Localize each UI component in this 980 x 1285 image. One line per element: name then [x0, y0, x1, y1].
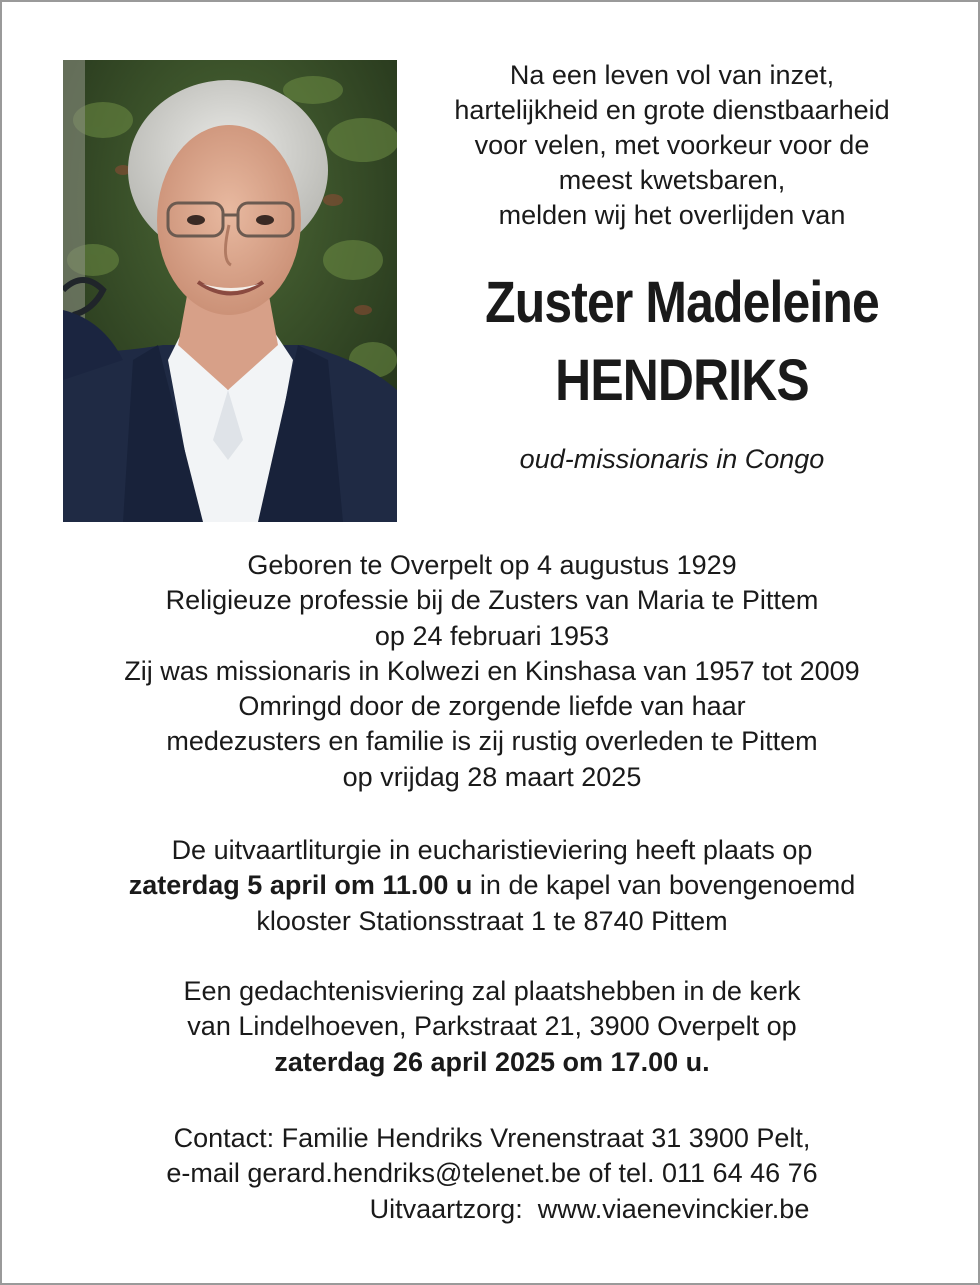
funeral-location-text: in de kapel van bovengenoemd: [472, 870, 856, 901]
funeral-director-line: Uitvaartzorg: www.viaenevinckier.be: [369, 1193, 810, 1224]
contact-line1: Contact: Familie Hendriks Vrenenstraat 31 3900 Pelt,: [173, 1123, 811, 1153]
deceased-name: [446, 264, 919, 420]
funeral-line2: [2, 868, 980, 903]
funeral-line3: klooster Stationsstraat 1 te 8740 Pittem: [256, 905, 728, 936]
funeral-datetime: zaterdag 5 april om 11.00 u: [128, 870, 473, 901]
memorial-line2: van Lindelhoeven, Parkstraat 21, 3900 Overpelt op: [187, 1011, 797, 1042]
bio-line: Zij was missionaris in Kolwezi en Kinshasa van 1957 tot 2009: [124, 655, 860, 686]
biography: [2, 548, 980, 795]
deceased-subtitle: oud-missionaris in Congo: [519, 444, 825, 474]
deceased-name-line2: HENDRIKS: [555, 348, 809, 413]
contact-line2: e-mail gerard.hendriks@telenet.be of tel. 011 64 46 76: [166, 1158, 818, 1189]
bio-line: medezusters en familie is zij rustig overleden te Pittem: [166, 726, 818, 757]
intro-line: Na een leven vol van inzet,: [509, 60, 835, 90]
bio-line: op vrijdag 28 maart 2025: [342, 761, 642, 792]
memorial-line1: Een gedachtenisviering zal plaatshebben in de kerk: [183, 976, 801, 1006]
intro-text: [407, 58, 937, 233]
intro-line: melden wij het overlijden van: [498, 200, 846, 230]
intro-line: meest kwetsbaren,: [558, 165, 786, 195]
memorial-datetime: zaterdag 26 april 2025 om 17.00 u.: [274, 1046, 710, 1077]
funeral-line1: De uitvaartliturgie in eucharistieviering heeft plaats op: [171, 835, 813, 865]
funeral-info: [2, 833, 980, 939]
deceased-name-line1: Zuster Madeleine: [485, 270, 879, 335]
memorial-info: [2, 974, 980, 1080]
contact-info: [2, 1121, 980, 1227]
bio-line: Omringd door de zorgende liefde van haar: [238, 691, 746, 722]
intro-line: hartelijkheid en grote dienstbaarheid: [454, 95, 890, 125]
bio-line: Religieuze professie bij de Zusters van Maria te Pittem: [165, 585, 819, 616]
portrait-photo: [63, 60, 397, 522]
bio-line: op 24 februari 1953: [374, 620, 610, 651]
bio-line: Geboren te Overpelt op 4 augustus 1929: [247, 550, 737, 580]
intro-line: voor velen, met voorkeur voor de: [474, 130, 870, 160]
memorial-line3: [2, 1045, 980, 1080]
